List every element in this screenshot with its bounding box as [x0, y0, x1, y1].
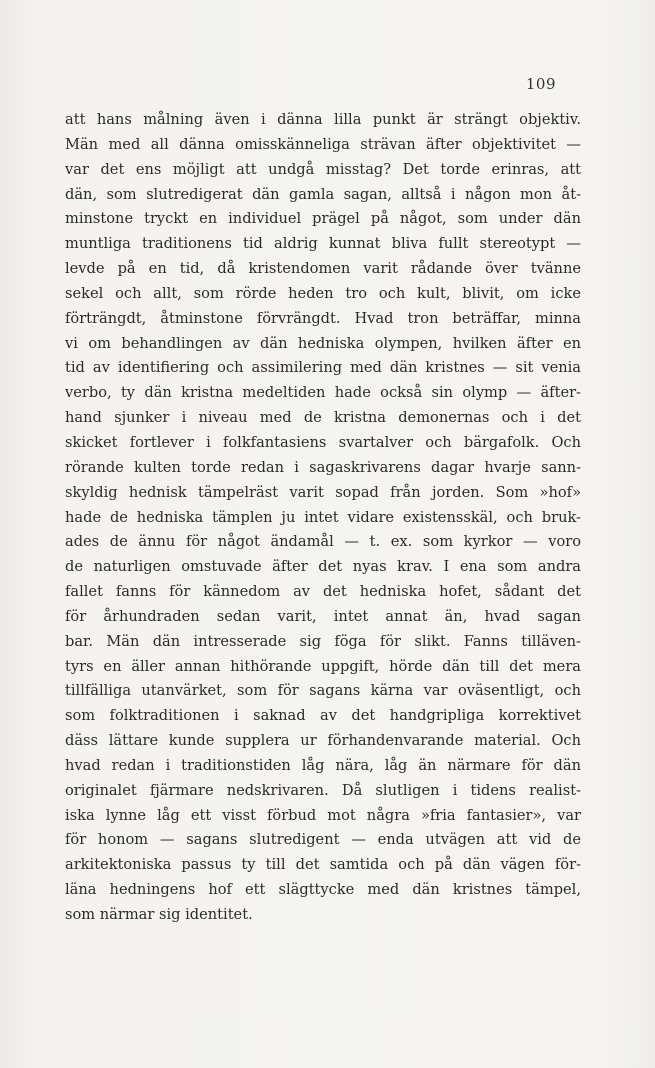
text-line: iska lynne låg ett visst förbud mot några »fria fantasier», var — [65, 806, 581, 824]
text-line: de naturligen omstuvade äfter det nyas krav. I ena som andra — [65, 558, 581, 576]
text-line: för honom — sagans slutredigent — enda utvägen att vid de — [65, 831, 581, 849]
text-line: hvad redan i traditionstiden låg nära, låg än närmare för dän — [65, 756, 581, 774]
text-line: som närmar sig identitet. — [65, 906, 253, 923]
text-line: verbo, ty dän kristna medeltiden hade också sin olymp — äfter- — [65, 384, 581, 402]
text-line: att hans målning även i dänna lilla punkt är strängt objektiv. — [65, 111, 581, 128]
text-line: minstone tryckt en individuel prägel på något, som under dän — [65, 210, 581, 228]
text-line: hade de hedniska tämplen ju intet vidare existensskäl, och bruk- — [65, 508, 581, 526]
text-line: bar. Män dän intresserade sig föga för slikt. Fanns tilläven- — [65, 632, 581, 650]
text-line: däss lättare kunde supplera ur förhandenvarande material. Och — [65, 732, 581, 750]
text-line: originalet fjärmare nedskrivaren. Då slutligen i tidens realist- — [65, 781, 581, 799]
text-line: förträngdt, åtminstone förvrängdt. Hvad tron beträffar, minna — [65, 309, 581, 327]
page-number: 109 — [525, 75, 556, 93]
text-line: var det ens möjligt att undgå misstag? Det torde erinras, att — [65, 160, 581, 178]
text-line: för århundraden sedan varit, intet annat än, hvad sagan — [65, 607, 581, 625]
text-line: arkitektoniska passus ty till det samtida och på dän vägen för- — [65, 856, 581, 874]
text-line: hand sjunker i niveau med de kristna demonernas och i det — [65, 409, 581, 427]
text-line: läna hedningens hof ett slägttycke med dän kristnes tämpel, — [65, 881, 581, 899]
text-line: skyldig hednisk tämpelräst varit sopad från jorden. Som »hof» — [65, 483, 581, 501]
text-line: tyrs en äller annan hithörande uppgift, hörde dän till det mera — [65, 657, 581, 675]
text-line: sekel och allt, som rörde heden tro och kult, blivit, om icke — [65, 284, 581, 302]
text-line: tid av identifiering och assimilering med dän kristnes — sit venia — [65, 359, 581, 377]
text-line: levde på en tid, då kristendomen varit rådande över tvänne — [65, 260, 581, 278]
text-line: skicket fortlever i folkfantasiens svartalver och bärgafolk. Och — [65, 433, 581, 451]
text-line: vi om behandlingen av dän hedniska olympen, hvilken äfter en — [65, 334, 581, 352]
text-line: fallet fanns för kännedom av det hedniska hofet, sådant det — [65, 583, 581, 601]
text-line: Män med all dänna omisskänneliga strävan äfter objektivitet — — [65, 135, 581, 153]
text-line: tillfälliga utanvärket, som för sagans kärna var oväsentligt, och — [65, 682, 581, 700]
text-line: ades de ännu för något ändamål — t. ex. som kyrkor — voro — [65, 533, 581, 551]
text-line: rörande kulten torde redan i sagaskrivarens dagar hvarje sann- — [65, 458, 581, 476]
body-text — [65, 108, 581, 928]
text-line: dän, som slutredigerat dän gamla sagan, alltså i någon mon åt- — [65, 185, 581, 203]
text-line: muntliga traditionens tid aldrig kunnat bliva fullt stereotypt — — [65, 235, 581, 253]
text-line: som folktraditionen i saknad av det handgripliga korrektivet — [65, 707, 581, 725]
